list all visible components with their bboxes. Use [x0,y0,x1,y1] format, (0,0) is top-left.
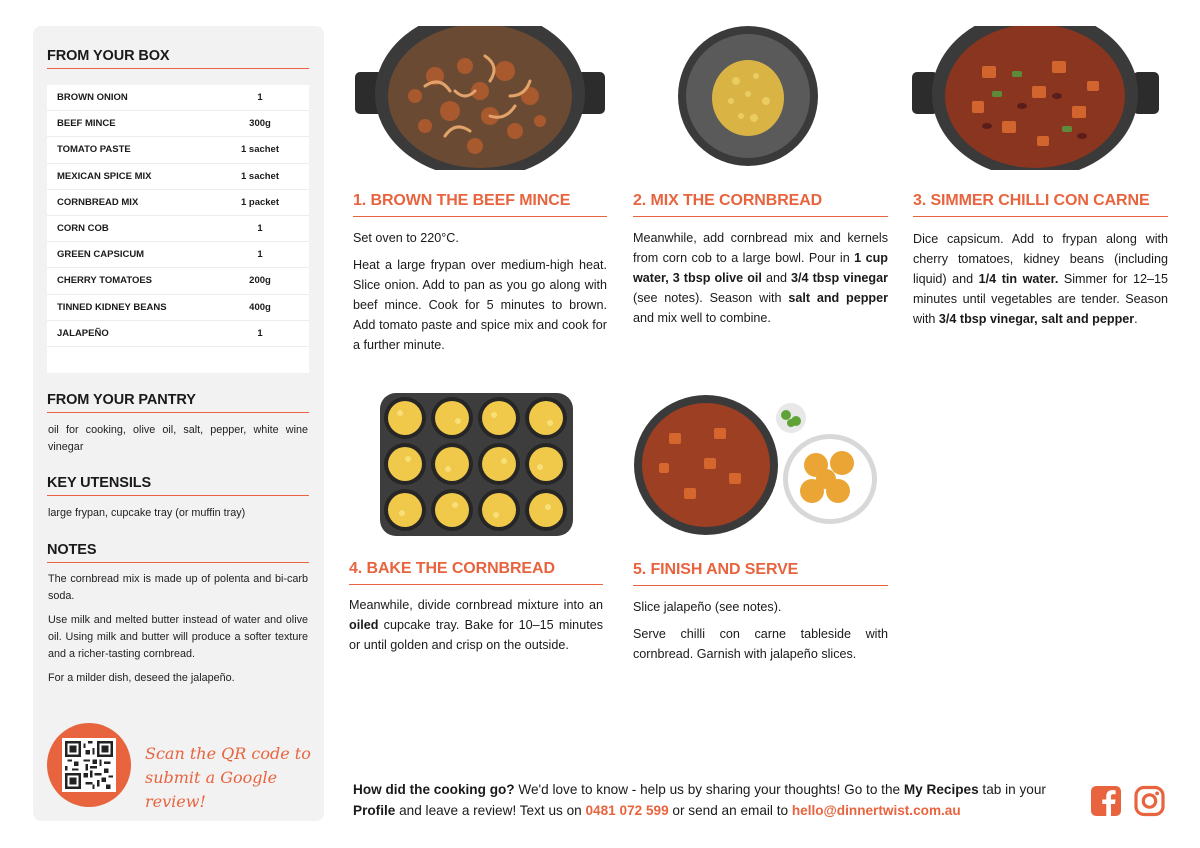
ingredient-row: JALAPEÑO 1 [47,321,309,347]
notes-list [48,571,308,694]
ingredient-row: GREEN CAPSICUM 1 [47,242,309,268]
cupcake-tray-image [380,393,573,536]
step-4-body: Meanwhile, divide cornbread mixture into an oiled cupcake tray. Bake for 10–15 minutes or until golden and crisp on the outside. [349,598,603,652]
qr-caption: Scan the QR code to submit a Google review! [145,744,311,811]
pantry-heading: FROM YOUR PANTRY [47,392,309,413]
step-5-body [633,597,888,671]
step-5-text: Serve chilli con carne tableside with cornbread. Garnish with jalapeño slices. [633,627,888,661]
step-1-text: Heat a large frypan over medium-high heat. Slice onion. Add to pan as you go along with beef mince. Cook for 5 minutes to brown. Add tomato paste and spice mix and cook for a further minute. [353,258,607,352]
step-3-title: 3. SIMMER CHILLI CON CARNE [913,192,1168,217]
note-item: Use milk and melted butter instead of water and olive oil. Using milk and butter will produce a softer texture and a richer-tasting cornbread. [48,614,308,660]
step-1-body [353,228,607,362]
step-3-body: Dice capsicum. Add to frypan along with cherry tomatoes, kidney beans (including liquid) and 1/4 tin water. Simmer for 12–15 minutes until vegetables are tender. Season with 3/4 tbsp vinegar, salt and pepper. [913,232,1168,326]
step-1-title: 1. BROWN THE BEEF MINCE [353,192,607,217]
pantry-text: oil for cooking, olive oil, salt, pepper, white wine vinegar [48,424,308,453]
ingredients-table [47,85,309,373]
ingredient-row: BROWN ONION 1 [47,85,309,111]
step-5-title: 5. FINISH AND SERVE [633,561,888,586]
step-4-title: 4. BAKE THE CORNBREAD [349,560,603,585]
note-item: The cornbread mix is made up of polenta and bi-carb soda. [48,573,308,602]
ingredient-row: BEEF MINCE 300g [47,111,309,137]
beef-mince-frypan-image [355,26,605,170]
ingredient-row: CORN COB 1 [47,216,309,242]
ingredients-sidebar [33,26,324,821]
ingredient-row: CORNBREAD MIX 1 packet [47,190,309,216]
step-1-text: Set oven to 220°C. [353,231,459,245]
ingredient-row: MEXICAN SPICE MIX 1 sachet [47,164,309,190]
email-link[interactable]: hello@dinnertwist.com.au [791,803,961,818]
finished-dish-image [634,393,880,536]
chilli-con-carne-frypan-image [912,26,1159,170]
utensils-text: large frypan, cupcake tray (or muffin tray) [48,507,246,519]
qr-code-icon[interactable] [62,738,116,792]
facebook-icon[interactable] [1090,785,1122,817]
ingredient-row: CHERRY TOMATOES 200g [47,268,309,294]
step-2-title: 2. MIX THE CORNBREAD [633,192,888,217]
cornbread-mix-bowl-image [676,26,821,170]
step-5-text: Slice jalapeño (see notes). [633,600,782,614]
phone-link[interactable]: 0481 072 599 [585,803,669,818]
notes-heading: NOTES [47,542,309,563]
qr-badge [47,723,131,807]
feedback-footer: How did the cooking go? We'd love to know - help us by sharing your thoughts! Go to the My Recipes tab in your Profile and leave a review! Text us on 0481 072 599 or send an email to hello@dinnertwist.com.au [353,782,1046,818]
note-item: For a milder dish, deseed the jalapeño. [48,672,235,684]
from-box-heading: FROM YOUR BOX [47,48,309,69]
instagram-icon[interactable] [1133,785,1166,817]
utensils-heading: KEY UTENSILS [47,475,309,496]
ingredient-row: TOMATO PASTE 1 sachet [47,137,309,163]
step-2-body: Meanwhile, add cornbread mix and kernels from corn cob to a large bowl. Pour in 1 cup water, 3 tbsp olive oil and 3/4 tbsp vinegar (see notes). Season with salt and pepper and mix well to combine. [633,231,889,325]
ingredient-row: TINNED KIDNEY BEANS 400g [47,295,309,321]
